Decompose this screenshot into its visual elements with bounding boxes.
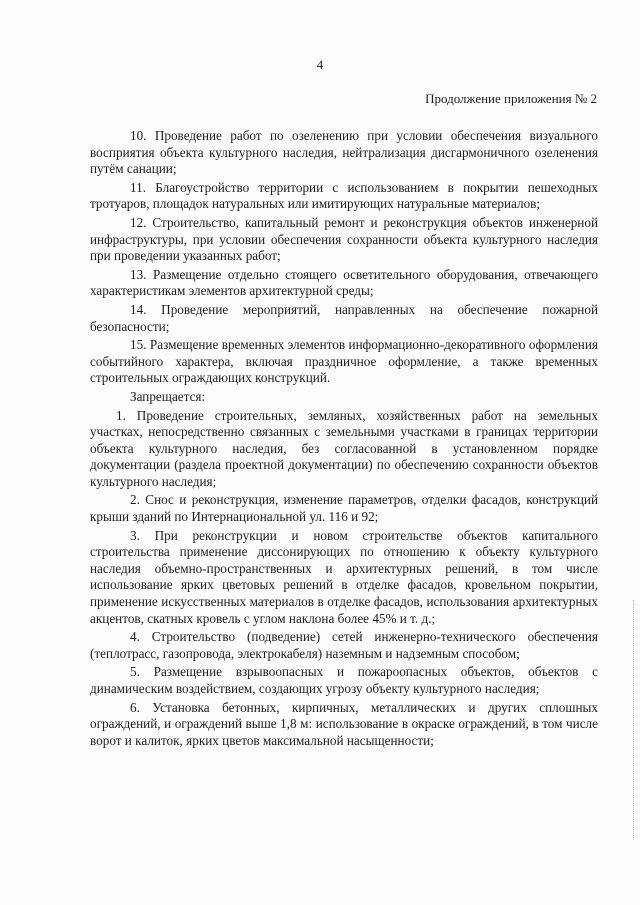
scan-edge-mark <box>633 600 636 840</box>
page-number: 4 <box>316 57 324 72</box>
prohibited-item-2: 2. Снос и реконструкция, изменение параметров, отделки фасадов, конструкций крыши зданий по Интернациональной ул. 116 и 92; <box>90 492 598 525</box>
prohibited-item-1: 1. Проведение строительных, земляных, хозяйственных работ на земельных участках, непосредственно связанных с земельными участками в границах территории объекта культурного наследия, без согласованной в установленном порядке документации (раздела проектной документации) по обеспечению сохранности объектов культурного наследия; <box>90 407 598 489</box>
appendix-continuation-note: Продолжение приложения № 2 <box>425 91 597 106</box>
prohibited-item-4: 4. Строительство (подведение) сетей инженерно-технического обеспечения (теплотрасс, газопровода, электрокабеля) наземным и надземным способом; <box>90 629 598 661</box>
prohibited-item-6: 6. Установка бетонных, кирпичных, металлических и других сплошных ограждений, и ограждений выше 1,8 м: использование в окраске ограждений, в том числе ворот и калиток, ярких цветов максимальной насыщенности; <box>90 699 598 748</box>
paragraph-11: 11. Благоустройство территории с использованием в покрытии пешеходных тротуаров, площадок натуральных или имитирующих натуральные материалов; <box>90 179 598 212</box>
document-body <box>90 128 598 751</box>
paragraph-12: 12. Строительство, капитальный ремонт и реконструкция объектов инженерной инфраструктуры, при условии обеспечения сохранности объекта культурного наследия при проведении указанных работ; <box>90 214 598 264</box>
prohibited-item-3: 3. При реконструкции и новом строительстве объектов капитального строительства применение диссонирующих по отношению к объекту культурного наследия объемно-пространственных и архитектурных решений, в том числе использование ярких цветовых решений в отделке фасадов, кровельном покрытии, применение искусственных материалов в отделке фасадов, использования архитектурных акцентов, скатных кровель с углом наклона более 45% и т. д.; <box>90 527 598 626</box>
paragraph-13: 13. Размещение отдельно стоящего осветительного оборудования, отвечающего характеристикам элементов архитектурной среды; <box>90 266 598 299</box>
paragraph-10: 10. Проведение работ по озеленению при условии обеспечения визуального восприятия объекта культурного наследия, нейтрализация дисгармоничного озеленения путём санации; <box>90 128 598 177</box>
prohibited-heading: Запрещается: <box>130 388 206 404</box>
paragraph-15: 15. Размещение временных элементов информационно-декоративного оформления событийного характера, включая праздничное оформление, а также временных строительных ограждающих конструкций. <box>90 337 598 386</box>
prohibited-item-5: 5. Размещение взрывоопасных и пожароопасных объектов, объектов с динамическим воздействием, создающих угрозу объекту культурного наследия; <box>90 664 598 696</box>
paragraph-14: 14. Проведение мероприятий, направленных на обеспечение пожарной безопасности; <box>90 301 598 334</box>
